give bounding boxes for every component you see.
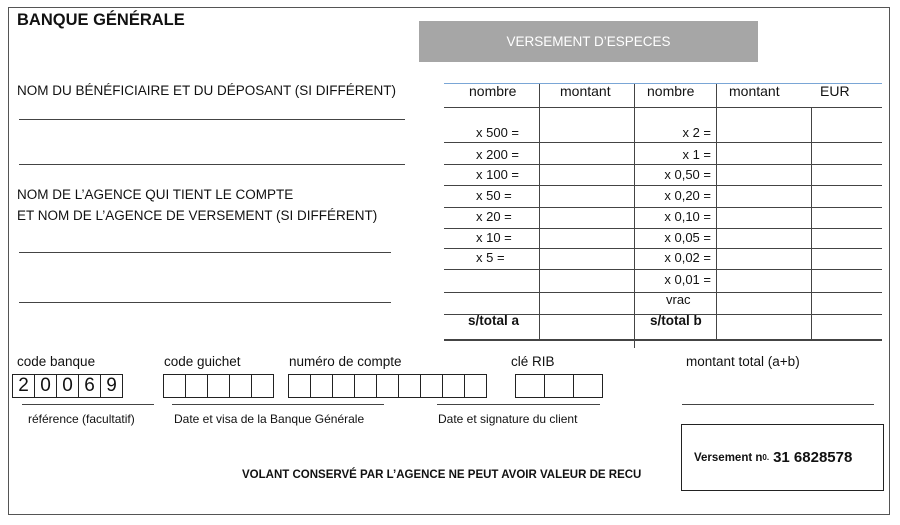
cle-rib-label: clé RIB xyxy=(511,354,555,369)
coin-001: x 0,01 = xyxy=(664,272,711,287)
agency-line-1[interactable] xyxy=(19,252,391,253)
numero-compte-box[interactable] xyxy=(464,374,487,398)
table-col-divider xyxy=(634,84,635,348)
cle-rib-boxes[interactable] xyxy=(515,374,602,398)
header-montant-notes: montant xyxy=(560,83,611,99)
code-guichet-box[interactable] xyxy=(163,374,186,398)
coin-1: x 1 = xyxy=(682,147,711,162)
numero-compte-box[interactable] xyxy=(332,374,355,398)
form-title: VERSEMENT D’ESPECES xyxy=(506,34,671,49)
date-visa-line[interactable] xyxy=(172,404,384,405)
table-row-rule xyxy=(444,142,882,143)
numero-compte-box[interactable] xyxy=(420,374,443,398)
note-20: x 20 = xyxy=(476,209,512,224)
note-200: x 200 = xyxy=(476,147,520,162)
subtotal-a-label: s/total a xyxy=(468,313,520,328)
note-50: x 50 = xyxy=(476,188,512,203)
versement-label: Versement n xyxy=(694,451,763,464)
header-eur: EUR xyxy=(820,83,850,99)
code-guichet-label: code guichet xyxy=(164,354,241,369)
table-col-divider xyxy=(716,84,717,339)
numero-compte-box[interactable] xyxy=(398,374,421,398)
note-100: x 100 = xyxy=(476,167,520,182)
code-banque-digit: 2 xyxy=(12,374,35,398)
code-banque-digit: 9 xyxy=(100,374,123,398)
table-col-divider xyxy=(811,107,812,339)
header-montant-coins: montant xyxy=(729,83,780,99)
numero-compte-box[interactable] xyxy=(288,374,311,398)
form-title-banner xyxy=(419,21,758,62)
table-row-rule xyxy=(444,248,882,249)
cle-rib-box[interactable] xyxy=(573,374,603,398)
reference-line[interactable] xyxy=(22,404,154,405)
header-nombre-coins: nombre xyxy=(647,83,695,99)
subtotal-b-label: s/total b xyxy=(650,313,702,328)
agency-label-line-1: NOM DE L’AGENCE QUI TIENT LE COMPTE xyxy=(17,187,294,202)
table-row-rule xyxy=(444,185,882,186)
agency-label-line-2: ET NOM DE L’AGENCE DE VERSEMENT (SI DIFFÉRENT) xyxy=(17,208,378,223)
beneficiary-line-1[interactable] xyxy=(19,119,405,120)
beneficiary-line-2[interactable] xyxy=(19,164,405,165)
code-guichet-box[interactable] xyxy=(207,374,230,398)
note-500: x 500 = xyxy=(476,125,520,140)
volant-notice: VOLANT CONSERVÉ PAR L’AGENCE NE PEUT AVOIR VALEUR DE RECU xyxy=(242,469,642,481)
code-guichet-boxes[interactable] xyxy=(163,374,273,398)
coin-020: x 0,20 = xyxy=(664,188,711,203)
numero-compte-box[interactable] xyxy=(310,374,333,398)
table-header-rule xyxy=(444,107,882,108)
numero-compte-box[interactable] xyxy=(354,374,377,398)
table-row-rule xyxy=(444,228,882,229)
table-row-rule xyxy=(444,164,882,165)
table-row-rule xyxy=(444,292,882,293)
versement-number: 31 6828578 xyxy=(773,449,853,466)
agency-line-2[interactable] xyxy=(19,302,391,303)
versement-superscript: 0. xyxy=(762,453,770,462)
date-visa-label: Date et visa de la Banque Générale xyxy=(174,412,365,426)
beneficiary-label: NOM DU BÉNÉFICIAIRE ET DU DÉPOSANT (SI DIFFÉRENT) xyxy=(17,83,397,98)
code-banque-boxes xyxy=(12,374,122,398)
code-banque-digit: 6 xyxy=(78,374,101,398)
coin-2: x 2 = xyxy=(682,125,711,140)
code-banque-digit: 0 xyxy=(34,374,57,398)
code-guichet-box[interactable] xyxy=(251,374,274,398)
montant-total-label: montant total (a+b) xyxy=(686,354,800,369)
note-10: x 10 = xyxy=(476,230,512,245)
table-row-rule xyxy=(444,207,882,208)
note-5: x 5 = xyxy=(476,250,505,265)
versement-number-box xyxy=(681,424,884,491)
coin-005: x 0,05 = xyxy=(664,230,711,245)
table-bottom-rule xyxy=(444,339,882,341)
date-signature-line[interactable] xyxy=(437,404,600,405)
code-guichet-box[interactable] xyxy=(229,374,252,398)
table-col-divider xyxy=(539,84,540,339)
montant-total-line[interactable] xyxy=(682,404,874,405)
reference-label: référence (facultatif) xyxy=(28,412,135,426)
cle-rib-box[interactable] xyxy=(544,374,574,398)
bank-name: BANQUE GÉNÉRALE xyxy=(17,11,185,29)
numero-compte-boxes[interactable] xyxy=(288,374,486,398)
code-banque-digit: 0 xyxy=(56,374,79,398)
cle-rib-box[interactable] xyxy=(515,374,545,398)
code-guichet-box[interactable] xyxy=(185,374,208,398)
code-banque-label: code banque xyxy=(17,354,96,369)
coin-050: x 0,50 = xyxy=(664,167,711,182)
numero-compte-label: numéro de compte xyxy=(289,354,402,369)
header-nombre-notes: nombre xyxy=(469,83,517,99)
table-row-rule xyxy=(444,269,882,270)
numero-compte-box[interactable] xyxy=(376,374,399,398)
coin-010: x 0,10 = xyxy=(664,209,711,224)
coin-002: x 0,02 = xyxy=(664,250,711,265)
numero-compte-box[interactable] xyxy=(442,374,465,398)
date-signature-label: Date et signature du client xyxy=(438,412,578,426)
vrac-label: vrac xyxy=(666,292,691,307)
